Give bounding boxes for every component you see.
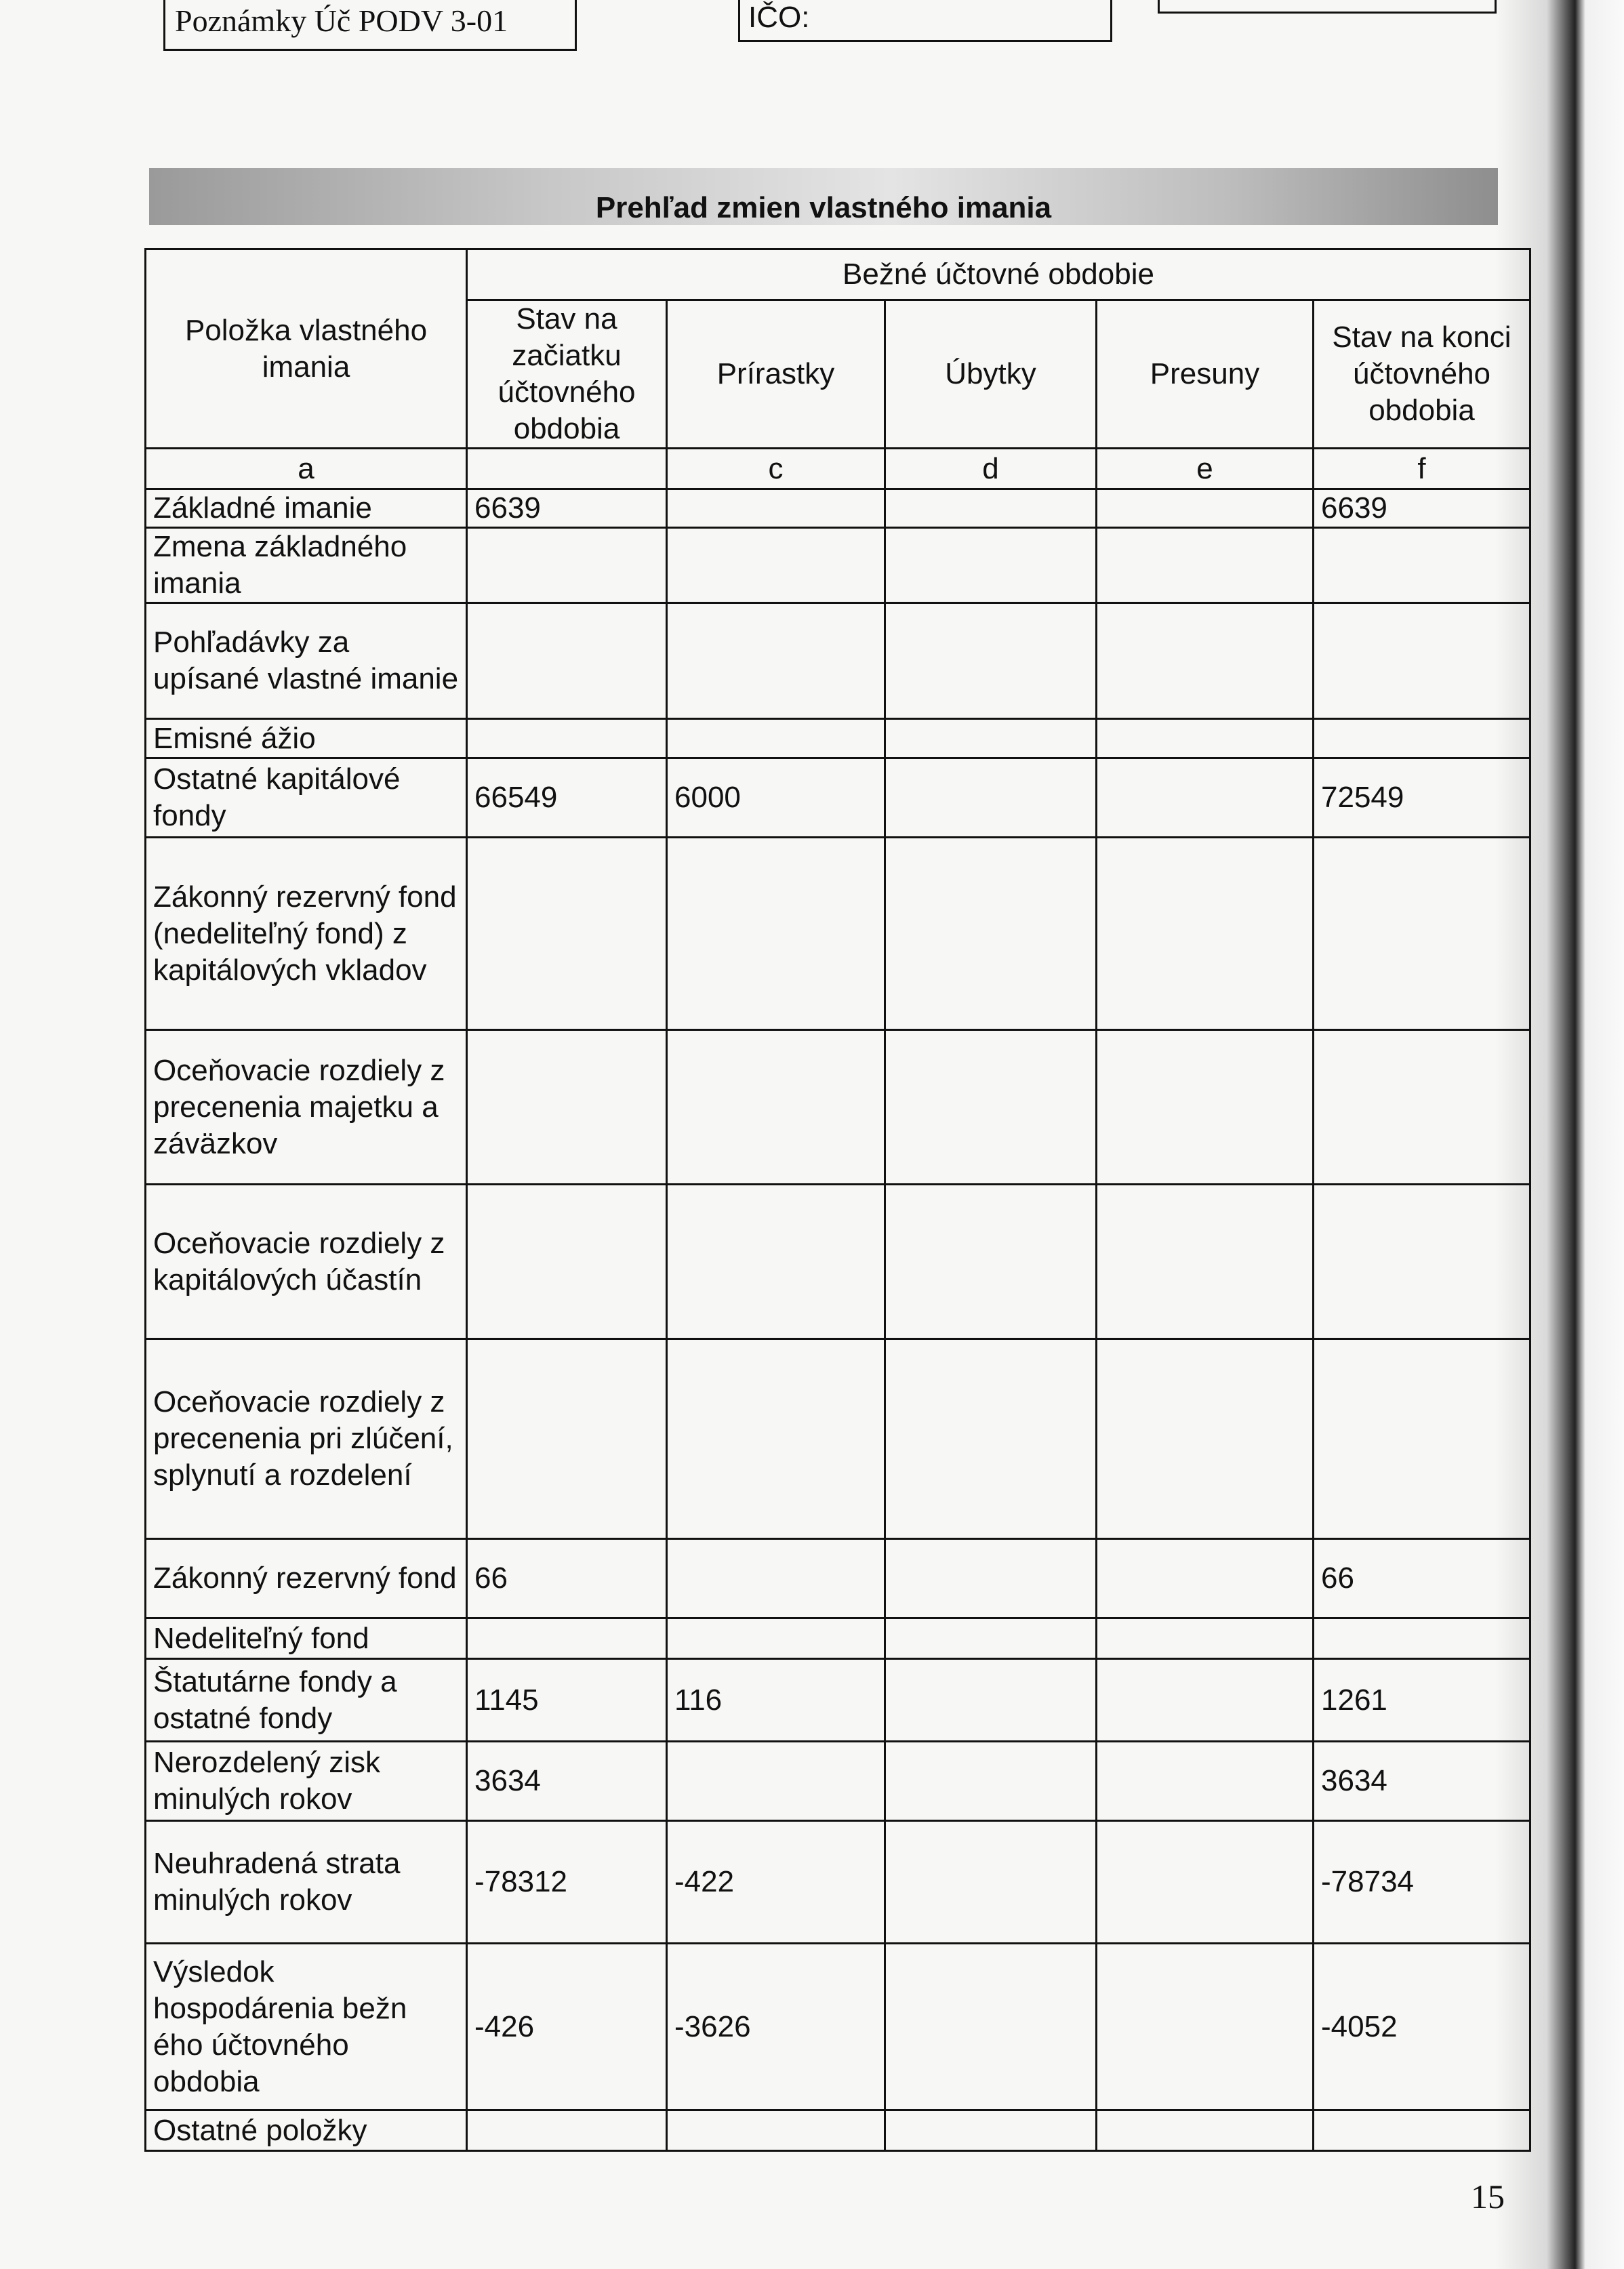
table-cell xyxy=(467,1618,667,1659)
table-cell xyxy=(885,1618,1097,1659)
table-cell: 1261 xyxy=(1314,1659,1530,1742)
table-cell: -4052 xyxy=(1314,1944,1530,2110)
column-letter xyxy=(467,449,667,489)
table-cell xyxy=(1097,1821,1314,1944)
table-cell xyxy=(885,838,1097,1030)
table-cell xyxy=(1097,489,1314,528)
header-box xyxy=(1158,0,1497,14)
row-label: Výsledok hospodárenia bežn ého účtovného obdobia xyxy=(146,1944,467,2110)
row-label: Štatutárne fondy a ostatné fondy xyxy=(146,1659,467,1742)
table-cell: -426 xyxy=(467,1944,667,2110)
table-cell: -78734 xyxy=(1314,1821,1530,1944)
row-label: Neuhradená strata minulých rokov xyxy=(146,1821,467,1944)
row-label: Zmena základného imania xyxy=(146,528,467,603)
column-header: Presuny xyxy=(1097,300,1314,449)
table-cell xyxy=(667,1185,885,1339)
table-cell: 3634 xyxy=(467,1742,667,1821)
row-label: Nerozdelený zisk minulých rokov xyxy=(146,1742,467,1821)
table-cell xyxy=(1097,719,1314,758)
row-label: Emisné ážio xyxy=(146,719,467,758)
table-cell xyxy=(1097,1659,1314,1742)
row-label: Oceňovacie rozdiely z kapitálových účastín xyxy=(146,1185,467,1339)
table-cell xyxy=(1097,838,1314,1030)
column-header-item: Položka vlastného imania xyxy=(146,249,467,449)
column-letter: e xyxy=(1097,449,1314,489)
table-cell xyxy=(1097,2110,1314,2151)
table-cell xyxy=(1097,603,1314,719)
table-cell xyxy=(1314,1618,1530,1659)
table-row xyxy=(146,1539,1530,1618)
table-cell xyxy=(885,603,1097,719)
table-cell xyxy=(1097,1944,1314,2110)
table-cell xyxy=(885,1539,1097,1618)
table-cell xyxy=(885,1659,1097,1742)
form-label-box: Poznámky Úč PODV 3-01 xyxy=(163,0,577,51)
title-banner xyxy=(149,168,1498,225)
table-cell xyxy=(885,1742,1097,1821)
row-label: Oceňovacie rozdiely z precenenia majetku a záväzkov xyxy=(146,1030,467,1185)
table-cell xyxy=(467,528,667,603)
table-cell xyxy=(1314,838,1530,1030)
table-cell xyxy=(467,2110,667,2151)
table-cell xyxy=(467,1339,667,1539)
row-label: Ostatné položky xyxy=(146,2110,467,2151)
row-label: Nedeliteľný fond xyxy=(146,1618,467,1659)
table-cell: 3634 xyxy=(1314,1742,1530,1821)
column-letter: f xyxy=(1314,449,1530,489)
column-header: Úbytky xyxy=(885,300,1097,449)
table-row xyxy=(146,603,1530,719)
table-cell xyxy=(1314,719,1530,758)
table-row xyxy=(146,1742,1530,1821)
row-label: Základné imanie xyxy=(146,489,467,528)
table-row xyxy=(146,1821,1530,1944)
table-row xyxy=(146,489,1530,528)
table-row xyxy=(146,758,1530,838)
table-cell xyxy=(1097,1030,1314,1185)
table-cell xyxy=(1314,1030,1530,1185)
table-cell xyxy=(885,2110,1097,2151)
page-title: Prehľad zmien vlastného imania xyxy=(595,191,1052,224)
equity-changes-table xyxy=(144,248,1531,2152)
table-cell: 6639 xyxy=(467,489,667,528)
table-cell xyxy=(885,1944,1097,2110)
row-label: Oceňovacie rozdiely z precenenia pri zlúčení, splynutí a rozdelení xyxy=(146,1339,467,1539)
table-cell xyxy=(1097,1742,1314,1821)
table-cell xyxy=(885,489,1097,528)
table-cell xyxy=(467,1030,667,1185)
table-row xyxy=(146,2110,1530,2151)
table-cell xyxy=(885,1030,1097,1185)
table-cell xyxy=(667,1030,885,1185)
table-cell xyxy=(1097,1339,1314,1539)
table-cell xyxy=(1097,1618,1314,1659)
ico-field: IČO: xyxy=(738,0,1112,42)
table-cell: 116 xyxy=(667,1659,885,1742)
table-cell xyxy=(1314,1339,1530,1539)
table-cell: 66 xyxy=(467,1539,667,1618)
table-cell xyxy=(1097,758,1314,838)
table-cell xyxy=(885,528,1097,603)
table-cell xyxy=(667,528,885,603)
table-cell xyxy=(467,1185,667,1339)
table-cell: 6639 xyxy=(1314,489,1530,528)
table-cell xyxy=(667,1339,885,1539)
table-cell: -78312 xyxy=(467,1821,667,1944)
table-cell xyxy=(1314,528,1530,603)
table-cell: 72549 xyxy=(1314,758,1530,838)
table-row xyxy=(146,838,1530,1030)
table-cell: 66549 xyxy=(467,758,667,838)
table-row xyxy=(146,1618,1530,1659)
table-row xyxy=(146,528,1530,603)
column-header: Prírastky xyxy=(667,300,885,449)
row-label: Zákonný rezervný fond (nedeliteľný fond) z kapitálových vkladov xyxy=(146,838,467,1030)
table-cell xyxy=(667,489,885,528)
table-row xyxy=(146,1030,1530,1185)
row-label: Pohľadávky za upísané vlastné imanie xyxy=(146,603,467,719)
table-cell xyxy=(885,758,1097,838)
table-cell: 6000 xyxy=(667,758,885,838)
table-row xyxy=(146,1659,1530,1742)
table-row xyxy=(146,1339,1530,1539)
table-cell xyxy=(1314,1185,1530,1339)
table-cell xyxy=(667,1742,885,1821)
table-cell xyxy=(667,719,885,758)
table-cell xyxy=(885,719,1097,758)
table-cell xyxy=(1314,603,1530,719)
table-cell xyxy=(667,603,885,719)
row-label: Ostatné kapitálové fondy xyxy=(146,758,467,838)
table-row xyxy=(146,1185,1530,1339)
page-number: 15 xyxy=(1471,2178,1505,2215)
table-cell: -3626 xyxy=(667,1944,885,2110)
table-cell xyxy=(667,2110,885,2151)
table-cell xyxy=(885,1339,1097,1539)
table-cell xyxy=(885,1185,1097,1339)
table-cell xyxy=(667,838,885,1030)
table-cell: 66 xyxy=(1314,1539,1530,1618)
table-cell xyxy=(667,1539,885,1618)
table-cell xyxy=(1097,1539,1314,1618)
table-cell xyxy=(467,603,667,719)
table-cell: 1145 xyxy=(467,1659,667,1742)
table-row xyxy=(146,719,1530,758)
table-cell xyxy=(467,838,667,1030)
table-cell xyxy=(1097,528,1314,603)
table-row xyxy=(146,1944,1530,2110)
row-label: Zákonný rezervný fond xyxy=(146,1539,467,1618)
column-letter: c xyxy=(667,449,885,489)
table-cell xyxy=(667,1618,885,1659)
column-header: Stav na konci účtovného obdobia xyxy=(1314,300,1530,449)
table-cell: -422 xyxy=(667,1821,885,1944)
table-cell xyxy=(1314,2110,1530,2151)
column-letter: a xyxy=(146,449,467,489)
column-header: Stav na začiatku účtovného obdobia xyxy=(467,300,667,449)
column-group-header: Bežné účtovné obdobie xyxy=(467,249,1530,300)
column-letter: d xyxy=(885,449,1097,489)
table-cell xyxy=(467,719,667,758)
table-cell xyxy=(1097,1185,1314,1339)
table-cell xyxy=(885,1821,1097,1944)
